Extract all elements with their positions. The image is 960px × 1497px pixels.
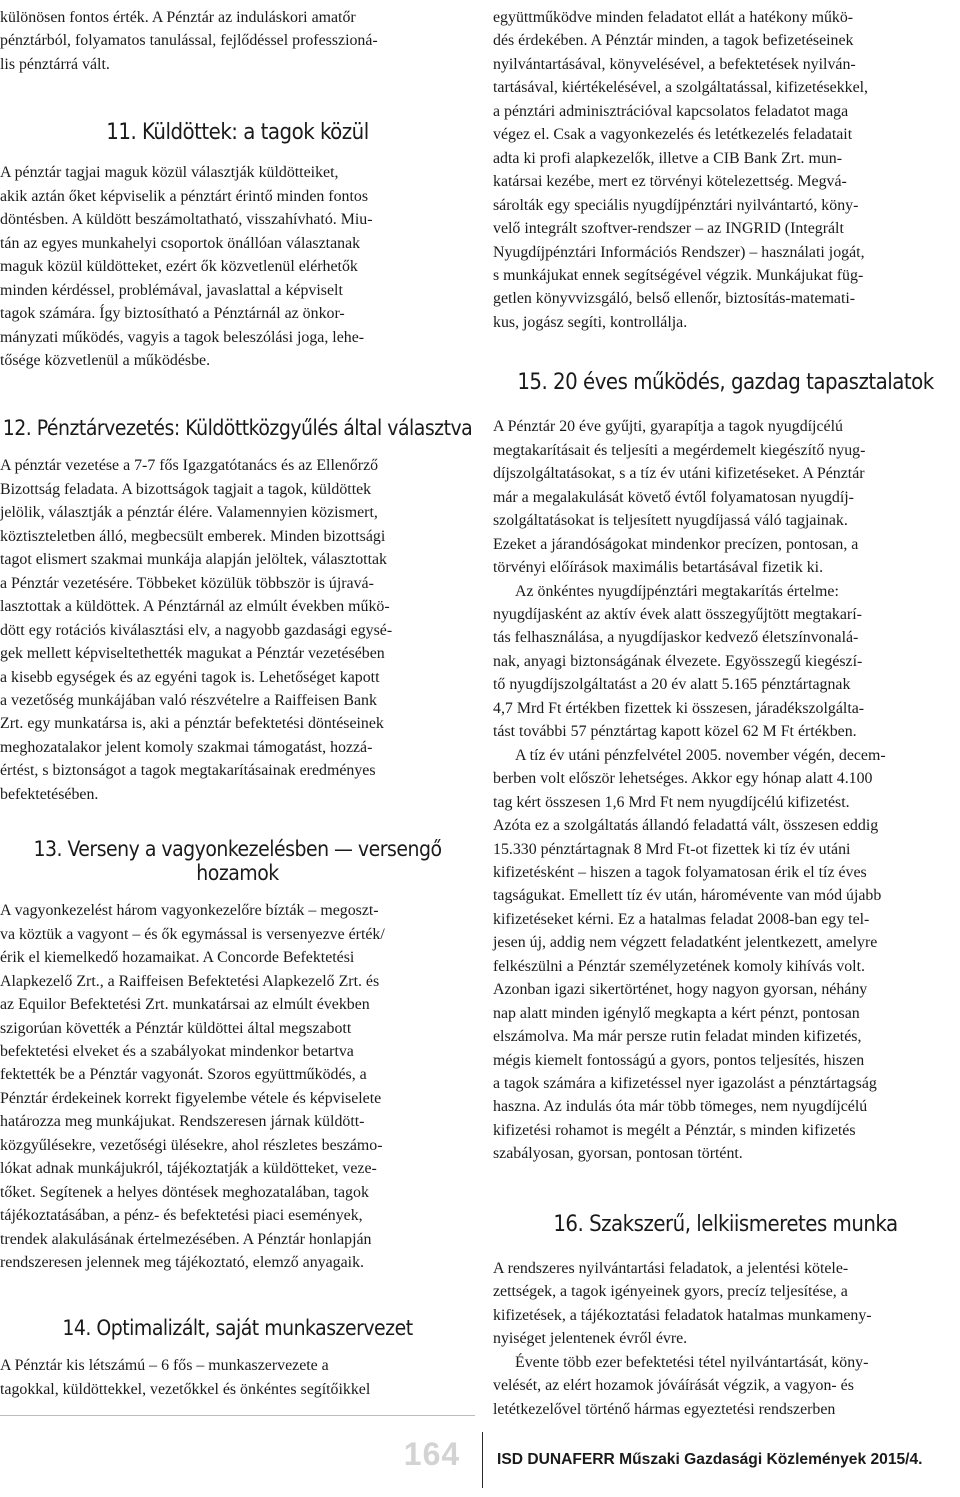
continuation-paragraph: együttműködve minden feladatot ellát a hatékony műkö- dés érdekében. A Pénztár minden, a tagok befizetéseinek nyilvántartásával, könyvelésével, a befektetések nyilván- tartásával, kiértékelésével, a szolgáltatással, kifizetésekkel, a pénztári adminisztrációval kapcsolatos feladatot maga végez el. Csak a vagyonkezelés és letétkezelés feladatait adta ki profi alapkezelők, illetve a CIB Bank Zrt. mun- katársai kezébe, mert ez törvényi kötelezettség. Megvá- sárolták egy speciális nyugdíjpénztári nyilvántartó, köny- velő integrált szoftver-rendszer – az INGRID (Integrált Nyugdíjpénztári Információs Rendszer) – használati jogát, s munkájukat ennek segítségével végzik. Munkájukat füg- getlen könyvvizsgáló, belső ellenőr, biztosítás-matemati- kus, jogász segíti, kontrollálja. <box>493 9 869 331</box>
journal-title: ISD DUNAFERR Műszaki Gazdasági Közlemények 2015/4. <box>497 1451 923 1468</box>
section-16-paragraph-2: Évente több ezer befektetési tétel nyilvántartását, köny- velését, az elért hozamok jóváírását végzik, a vagyon- és letétkezelővel történő hármas egyeztetési rendszerben <box>493 1353 869 1418</box>
section-13-paragraph: A vagyonkezelést három vagyonkezelőre bízták – megoszt- va köztük a vagyont – és ők egymással is versenyezve érték/ érik el kiemelkedő hozamaikat. A Concorde Befektetési Alapkezelő Zrt., a Raiffeisen Befektetési Alapkezelő Zrt. és az Equilor Befektetési Zrt. munkatársai az elmúlt években szigorúan követték a Pénztár küldöttei által megszabott befektetési elveket és a szabályokat mindenkor betartva fektették be a Pénztár vagyonát. Szoros együttműködés, a Pénztár érdekeinek korrekt figyelembe vétele és képviselete határozza meg munkájukat. Rendszeresen járnak küldött- közgyűlésekre, vezetőségi ülésekre, ahol részletes beszámo- lókat adnak munkájukról, tájékoztatják a küldötteket, veze- tőket. Segítenek a helyes döntések meghozatalában, tagok tájékoztatásában, a pénz- és befektetési piaci események, trendek alakulásának értelmezésében. A Pénztár honlapján rendszeresen jelennek meg tájékoztató, elemző anyagaik. <box>0 902 385 1272</box>
section-16-paragraph-1: A rendszeres nyilvántartási feladatok, a jelentési kötele- zettségek, a tagok igényeinek gyors, precíz teljesítése, a kifizetések, a tájékoztatási feladatok hatalmas munkameny- nyiséget jelentenek évről évre. <box>493 1259 872 1348</box>
page-number: 164 <box>403 1436 461 1472</box>
section-11-paragraph: A pénztár tagjai maguk közül választják küldötteiket, akik aztán őket képviselik a pénztárt érintő minden fontos döntésben. A küldött beszámoltatható, visszahívható. Miu- tán az egyes munkahelyi csoportok önállóan választanak maguk közül küldötteket, ezért ők közvetlenül elérhetők minden kérdéssel, problémával, javaslattal a képviselt tagok számára. Így biztosítható a Pénztárnál az önkor- mányzati működés, vagyis a tagok beleszólási joga, lehe- tősége közvetlenül a működésbe. <box>0 164 373 369</box>
section-15-paragraph-2: Az önkéntes nyugdíjpénztári megtakarítás értelme: nyugdíjasként az aktív évek alatt összegyűjtött megtakarí- tás felhasználása, a nyugdíjaskor kedvező életszínvonalá- nak, anyagi biztonságának élvezete. Egyösszegű kiegészí- tő nyugdíjszolgáltatást a 20 év alatt 5.165 pénztártagnak 4,7 Mrd Ft értékben fizettek ki összesen, járadékszolgálta- tást további 57 pénztártag kapott közel 62 M Ft értékben. <box>493 582 865 741</box>
footer-divider <box>482 1432 483 1488</box>
section-14-paragraph: A Pénztár kis létszámú – 6 fős – munkaszervezete a tagokkal, küldöttekkel, vezetőkkel és önkéntes segítőikkel <box>0 1357 371 1398</box>
section-13-title: 13. Verseny a vagyonkezelésben — versengő hozamok <box>33 837 442 886</box>
intro-paragraph: különösen fontos érték. A Pénztár az induláskori amatőr pénztárból, folyamatos tanulással, fejlődéssel professzioná- lis pénztárrá vált. <box>0 9 378 73</box>
footer-rule <box>0 1415 475 1416</box>
section-14-title: 14. Optimalizált, saját munkaszervezet <box>62 1316 413 1341</box>
right-column <box>493 6 958 1421</box>
left-column <box>0 6 475 1401</box>
section-12-paragraph: A pénztár vezetése a 7-7 fős Igazgatótanács és az Ellenőrző Bizottság feladata. A bizottságok tagjait a tagok, küldöttek jelölik, választják a pénztár élére. Valamennyien közismert, köztiszteletben álló, megbecsült emberek. Minden bizottsági tagot elismert szakmai munkája alapján jelöltek, választottak a Pénztár vezetésére. Többeket közülük többször is újravá- lasztottak a küldöttek. A Pénztárnál az elmúlt években műkö- dött egy rotációs kiválasztási elv, a nagyobb gazdasági egysé- gek mellett képviseltethették magukat a Pénztár vezetésében a kisebb egységek és az egyéni tagok is. Lehetőséget kapott a vezetőség munkájában való részvételre a Raiffeisen Bank Zrt. egy munkatársa is, aki a pénztár befektetési döntéseinek meghozatalakor jelent komoly szakmai támogatást, hozzá- értést, s biztonságot a tagok megtakarításainak eredményes befektetésében. <box>0 457 393 803</box>
section-15-paragraph-1: A Pénztár 20 éve gyűjti, gyarapítja a tagok nyugdíjcélú megtakarításait és teljesíti a megérdemelt kiegészítő nyug- díjszolgáltatásokat, s a tíz év utáni kifizetéseket. A Pénztár már a megalakulását követő évtől folyamatosan nyugdíj- szolgáltatásokat is teljesített nyugdíjassá váló tagjainak. Ezeket a járandóságokat mindenkor precízen, pontosan, a törvényi előírások maximális betartásával fizetik ki. <box>493 418 866 577</box>
section-16-title: 16. Szakszerű, lelkiismeretes munka <box>553 1211 898 1237</box>
section-15-title: 15. 20 éves működés, gazdag tapasztalatok <box>517 370 934 396</box>
section-15-paragraph-3: A tíz év utáni pénzfelvétel 2005. november végén, decem- berben volt először lehetséges. Akkor egy hónap alatt 4.100 tag kért összesen 1,6 Mrd Ft nem nyugdíjcélú kifizetést. Azóta ez a szolgáltatás állandó feladattá vált, összesen eddig 15.330 pénztártagnak 8 Mrd Ft-ot fizettek ki tíz év utáni kifizetésként – hiszen a tagok folyamatosan érik el tíz éves tagságukat. Emellett tíz év után, háromévente van mód újabb kifizetéseket kérni. Ez a hatalmas feladat 2008-ban egy tel- jesen új, addig nem végzett feladatként jelentkezett, amelyre felkészülni a Pénztár személyzetének komoly kihívás volt. Azonban igazi sikertörténet, hogy nagyon gyorsan, néhány nap alatt minden igénylő megkapta a kért pénzt, pontosan elszámolva. Ma már persze rutin feladat minden kifizetés, mégis kiemelt fontosságú a gyors, pontos teljesítés, hiszen a tagok számára a kifizetéssel nyer igazolást a pénztártagság haszna. Az indulás óta már több tömeges, nem nyugdíjcélú kifizetési rohamot is megélt a Pénztár, s minden kifizetés szabályosan, gyorsan, pontosan történt. <box>493 746 886 1163</box>
section-11-title: 11. Küldöttek: a tagok közül <box>106 120 369 146</box>
section-12-title: 12. Pénztárvezetés: Küldöttközgyűlés által választva <box>2 416 473 441</box>
